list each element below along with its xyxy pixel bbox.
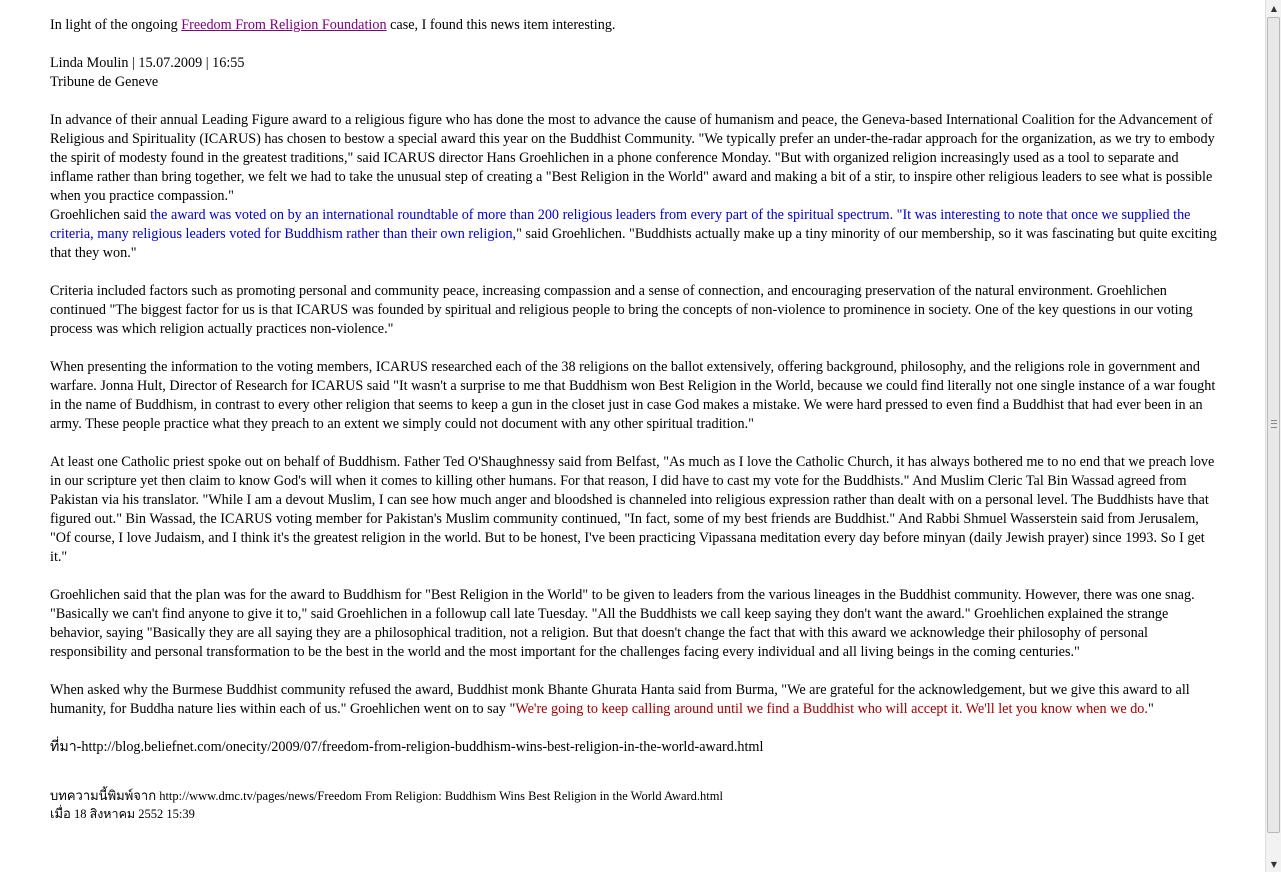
article xyxy=(50,16,1218,823)
printed-date-value: 18 สิงหาคม 2552 15:39 xyxy=(70,807,195,821)
intro-before: In light of the ongoing xyxy=(50,17,182,33)
printed-from-url: http://www.dmc.tv/pages/news/Freedom From Religion: Buddhism Wins Best Religion in the World Award.html xyxy=(156,789,723,803)
paragraph-2-before: Groehlichen said xyxy=(50,207,151,223)
paragraph-7-before: When asked why the Burmese Buddhist community refused the award, Buddhist monk Bhante Ghurata Hanta said from Burma, "We are grateful for the acknowledgement, but we give this award to all humanity, for Buddha nature lies within each of us." Groehlichen went on to say " xyxy=(50,682,1190,717)
intro-line xyxy=(50,16,1218,35)
byline-publication: Tribune de Geneve xyxy=(50,74,159,90)
paragraph-7 xyxy=(50,681,1218,719)
paragraph-4: When presenting the information to the voting members, ICARUS researched each of the 38 religions on the ballot extensively, offering background, philosophy, and the religions role in government and warfare. Jonna Hult, Director of Research for ICARUS said "It wasn't a surprise to me that Buddhism won Best Religion in the World, because we could find literally not one single instance of a war fought in the name of Buddhism, in contrast to every other religion that seems to keep a gun in the closet just in case God makes a mistake. We were hard pressed to even find a Buddhist that had ever been in an army. These people practice what they preach to an extent we simply could not document with any other spiritual tradition." xyxy=(50,359,1216,432)
byline-author-date: Linda Moulin | 15.07.2009 | 16:55 xyxy=(50,55,245,71)
byline xyxy=(50,54,1218,92)
ffrf-link[interactable]: Freedom From Religion Foundation xyxy=(181,17,387,33)
paragraph-7-after: " xyxy=(1147,701,1154,717)
scroll-down-icon[interactable]: ▼ xyxy=(1270,859,1278,869)
paragraph-2-after: " said Groehlichen. "Buddhists actually make up a tiny minority of our membership, so it was fascinating but quite exciting that they won." xyxy=(50,226,1217,261)
grip-icon xyxy=(1271,420,1277,428)
paragraph-2 xyxy=(50,206,1218,263)
printed-date-line xyxy=(50,805,1218,823)
paragraph-6: Groehlichen said that the plan was for the award to Buddhism for "Best Religion in the World" to be given to leaders from the various lineages in the Buddhist community. However, there was one snag. "Basically we can't find anyone to give it to," said Groehlichen in a followup call late Tuesday. "All the Buddhists we call keep saying they don't want the award." Groehlichen explained the strange behavior, saying "Basically they are all saying they are a philosophical tradition, not a religion. But that doesn't change the fact that with this award we acknowledge their philosophy of personal responsibility and personal transformation to be the best in the world and the most important for the challenges facing every individual and all living beings in the coming centuries." xyxy=(50,587,1195,660)
highlighted-quote-blue: the award was voted on by an international roundtable of more than 200 religious leaders from every part of the spiritual spectrum. "It was interesting to note that once we supplied the criteria, many religious leaders voted for Buddhism rather than their own religion, xyxy=(50,207,1191,242)
vertical-scrollbar[interactable] xyxy=(1265,0,1281,872)
source-line: ที่มา-http://blog.beliefnet.com/onecity/2009/07/freedom-from-religion-buddhism-wins-best-religion-in-the-world-award.html xyxy=(50,739,764,755)
paragraph-3: Criteria included factors such as promoting personal and community peace, increasing compassion and a sense of connection, and encouraging preservation of the natural environment. Groehlichen continued "The biggest factor for us is that ICARUS was founded by spiritual and religious people to bring the concepts of non-violence to prominence in society. One of the key questions in our voting process was which religion actually practices non-violence." xyxy=(50,283,1193,337)
scrollbar-thumb[interactable] xyxy=(1267,17,1280,833)
paragraph-5: At least one Catholic priest spoke out on behalf of Buddhism. Father Ted O'Shaughnessy said from Belfast, "As much as I love the Catholic Church, it has always bothered me to no end that we preach love in our scripture yet then claim to know God's will when it comes to killing other humans. For that reason, I did have to cast my vote for the Buddhists." And Muslim Cleric Tal Bin Wassad agreed from Pakistan via his translator. "While I am a devout Muslim, I can see how much anger and bloodshed is channeled into religious expression rather than dealt with on a personal level. The Buddhists have that figured out." Bin Wassad, the ICARUS voting member for Pakistan's Muslim community continued, "In fact, some of my best friends are Buddhist." And Rabbi Shmuel Wasserstein said from Jerusalem, "Of course, I love Judaism, and I think it's the greatest religion in the world. But to be honest, I've been practicing Vipassana meditation every day before minyan (daily Jewish prayer) since 1993. So I get it." xyxy=(50,454,1215,565)
highlighted-quote-red: We're going to keep calling around until we find a Buddhist who will accept it. We'll let you know when we do. xyxy=(515,701,1148,717)
printed-date-label: เมื่อ xyxy=(50,806,71,821)
printed-from-line xyxy=(50,787,1218,805)
intro-after: case, I found this news item interesting. xyxy=(386,17,616,33)
printed-from-label: บทความนี้พิมพ์จาก xyxy=(50,788,157,803)
paragraph-1: In advance of their annual Leading Figure award to a religious figure who has done the most to advance the cause of humanism and peace, the Geneva-based International Coalition for the Advancement of Religious and Spirituality (ICARUS) has chosen to bestow a special award this year on the Buddhist Community. "We typically prefer an under-the-radar approach for the organization, as we try to embody the spirit of modesty found in the greatest traditions," said ICARUS director Hans Groehlichen in a phone conference Monday. "But with organized religion increasingly used as a tool to separate and inflame rather than bring together, we felt we had to take the unusual step of creating a "Best Religion in the World" award and making a bit of a stir, to inspire other religious leaders to see what is possible when you practice compassion." xyxy=(50,112,1215,204)
print-footer xyxy=(50,787,1218,823)
scroll-up-icon[interactable]: ▲ xyxy=(1270,3,1278,13)
